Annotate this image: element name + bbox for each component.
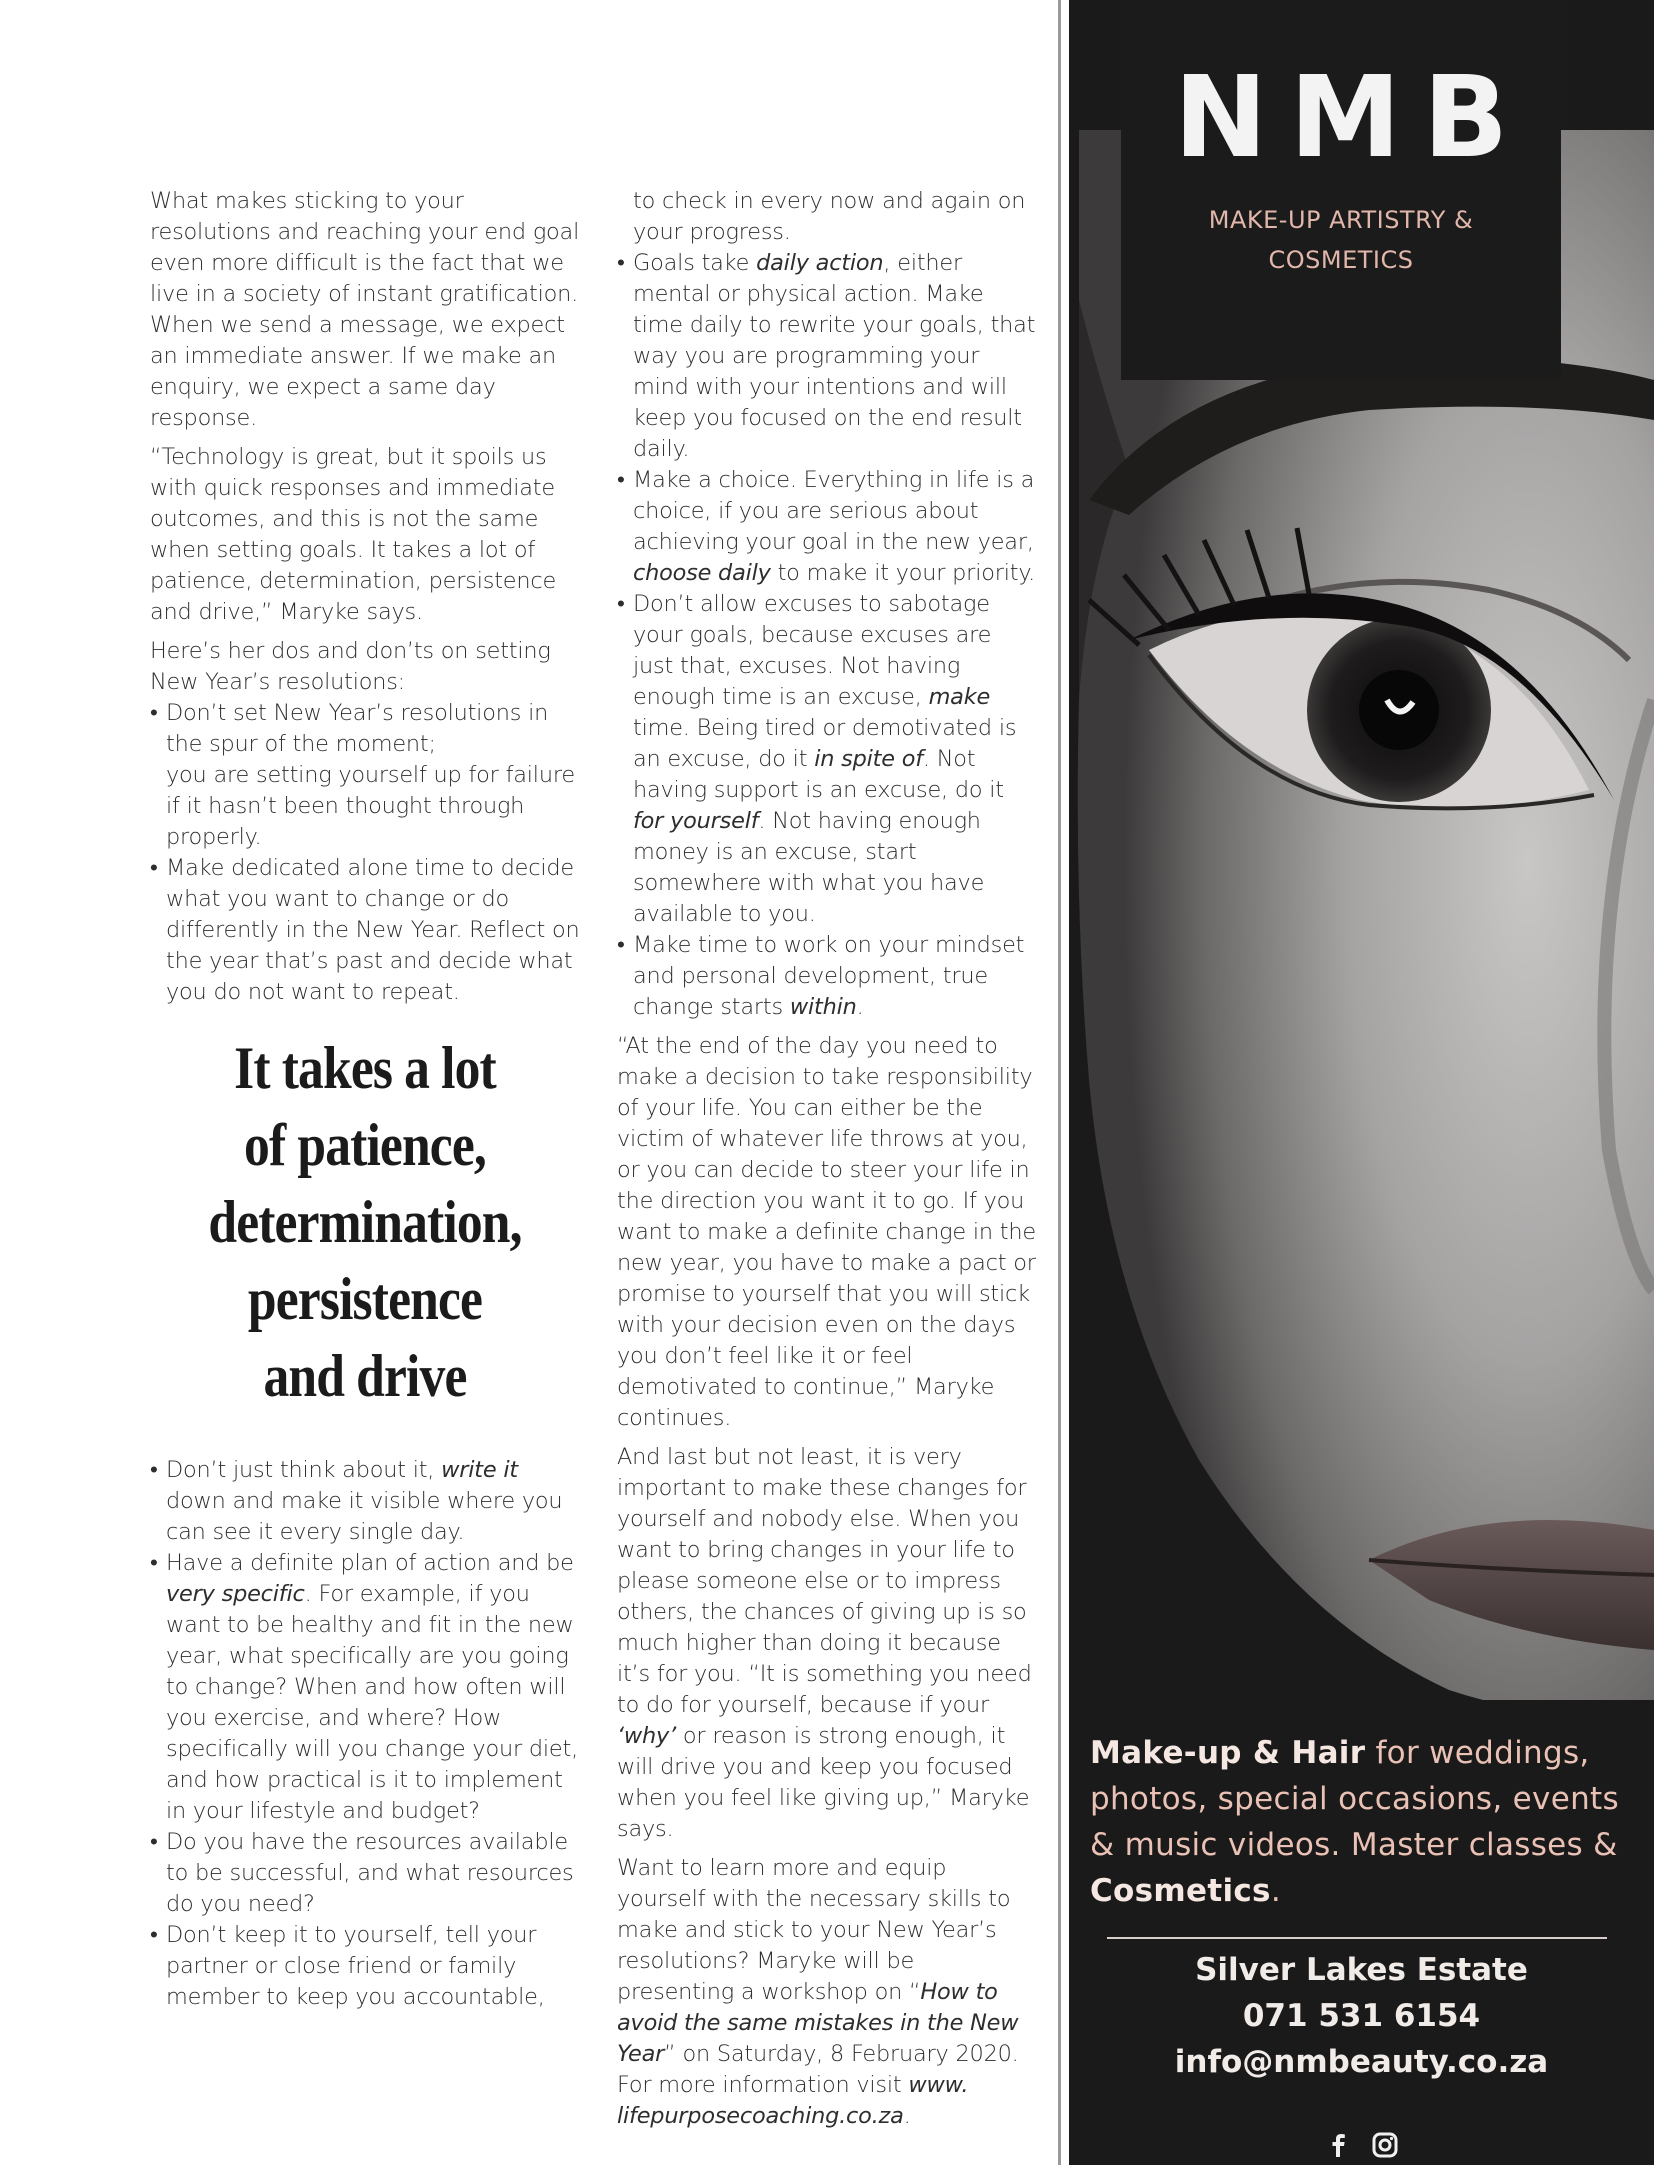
- tips-list: [617, 186, 1037, 1023]
- email-link[interactable]: info@nmbeauty.co.za: [1174, 2044, 1549, 2080]
- services-text: Make-up & Hair for weddings, photos, special occasions, events & music videos. Master classes & Cosmetics.: [1090, 1735, 1619, 1909]
- list-item: • Do you have the resources available to be successful, and what resources do you need?: [150, 1827, 580, 1920]
- paragraph: And last but not least, it is very important to make these changes for yourself and nobody else. When you want to bring changes in your life to please someone else or to impress others, the chances of giving up is so much higher than doing it because it’s for you. “It is something you need to do for yourself, because if your ‘why’ or reason is strong enough, it will drive you and keep you focused when you feel like giving up,” Maryke says.: [617, 1444, 1032, 1842]
- facebook-icon[interactable]: [1325, 2132, 1351, 2158]
- tips-list: [150, 1455, 580, 2013]
- list-item: • Make dedicated alone time to decide what you want to change or do differently in the New Year. Reflect on the year that’s past and decide what you do not want to repeat.: [150, 853, 580, 1008]
- divider: [1107, 1937, 1607, 1939]
- advertisement: [1069, 0, 1654, 2165]
- pull-quote: [180, 1030, 550, 1415]
- tips-list: [150, 698, 580, 1008]
- list-item: • Have a definite plan of action and be very specific. For example, if you want to be healthy and fit in the new year, what specifically are you going to change? When and how often will you exercise, and where? How specifically will you change your diet, and how practical is it to implement in your lifestyle and budget?: [150, 1548, 580, 1827]
- paragraph: Here’s her dos and don’ts on setting New Year’s resolutions:: [150, 638, 551, 695]
- list-item: • Make time to work on your mindset and personal development, true change starts within.: [617, 930, 1037, 1023]
- column-divider: [1058, 0, 1061, 2165]
- article-column-2: [617, 186, 1037, 2140]
- brand-logo: NMB: [1173, 53, 1531, 183]
- article-column-1: [150, 186, 580, 2021]
- paragraph: Want to learn more and equip yourself with the necessary skills to make and stick to your New Year’s resolutions? Maryke will be presenting a workshop on “How to avoid the same mistakes in the New Year” on Saturday, 8 February 2020. For more information visit www. lifepurposecoaching.co.za.: [617, 1855, 1019, 2129]
- pull-quote-line: of patience,: [244, 1112, 486, 1178]
- brand-tagline: MAKE-UP ARTISTRY & COSMETICS: [1208, 206, 1474, 274]
- pull-quote-line: It takes a lot: [234, 1035, 496, 1101]
- list-item: • Don’t set New Year’s resolutions in the spur of the moment; you are setting yourself up for failure if it hasn’t been thought through properly.: [150, 698, 580, 853]
- instagram-icon[interactable]: [1372, 2132, 1398, 2158]
- phone-number[interactable]: 071 531 6154: [1242, 1998, 1481, 2034]
- website-link[interactable]: www. lifepurposecoaching.co.za: [617, 2072, 969, 2129]
- pull-quote-line: determination,: [208, 1189, 522, 1255]
- list-item-continued: to check in every now and again on your progress.: [633, 188, 1026, 245]
- social-links: [1069, 2132, 1654, 2158]
- location: Silver Lakes Estate: [1195, 1952, 1528, 1988]
- paragraph: What makes sticking to your resolutions and reaching your end goal even more difficult is the fact that we live in a society of instant gratification. When we send a message, we expect an immediate answer. If we make an enquiry, we expect a same day response.: [150, 188, 580, 431]
- list-item: • Make a choice. Everything in life is a choice, if you are serious about achieving your goal in the new year, choose daily to make it your priority.: [617, 465, 1037, 589]
- paragraph: “At the end of the day you need to make a decision to take responsibility of your life. You can either be the victim of whatever life throws at you, or you can decide to steer your life in the direction you want it to go. If you want to make a definite change in the new year, you have to make a pact or promise to yourself that you will stick with your decision even on the days you don’t feel like it or feel demotivated to continue,” Maryke continues.: [617, 1033, 1036, 1431]
- brand-box: [1121, 0, 1561, 380]
- list-item: • Goals take daily action, either mental or physical action. Make time daily to rewrite your goals, that way you are programming your mind with your intentions and will keep you focused on the end result daily.: [617, 248, 1037, 465]
- contact-info: [1069, 1947, 1654, 2085]
- pull-quote-line: persistence: [247, 1266, 483, 1332]
- paragraph: “Technology is great, but it spoils us with quick responses and immediate outcomes, and this is not the same when setting goals. It takes a lot of patience, determination, persistence and drive,” Maryke says.: [150, 444, 557, 625]
- list-item: • Don’t keep it to yourself, tell your partner or close friend or family member to keep you accountable,: [150, 1920, 580, 2013]
- pull-quote-line: and drive: [263, 1343, 467, 1409]
- list-item: • Don’t allow excuses to sabotage your goals, because excuses are just that, excuses. Not having enough time is an excuse, make time. Being tired or demotivated is an excuse, do it in spite of. Not having support is an excuse, do it for yourself. Not having enough money is an excuse, start somewhere with what you have available to you.: [617, 589, 1037, 930]
- list-item: • Don’t just think about it, write it down and make it visible where you can see it every single day.: [150, 1455, 580, 1548]
